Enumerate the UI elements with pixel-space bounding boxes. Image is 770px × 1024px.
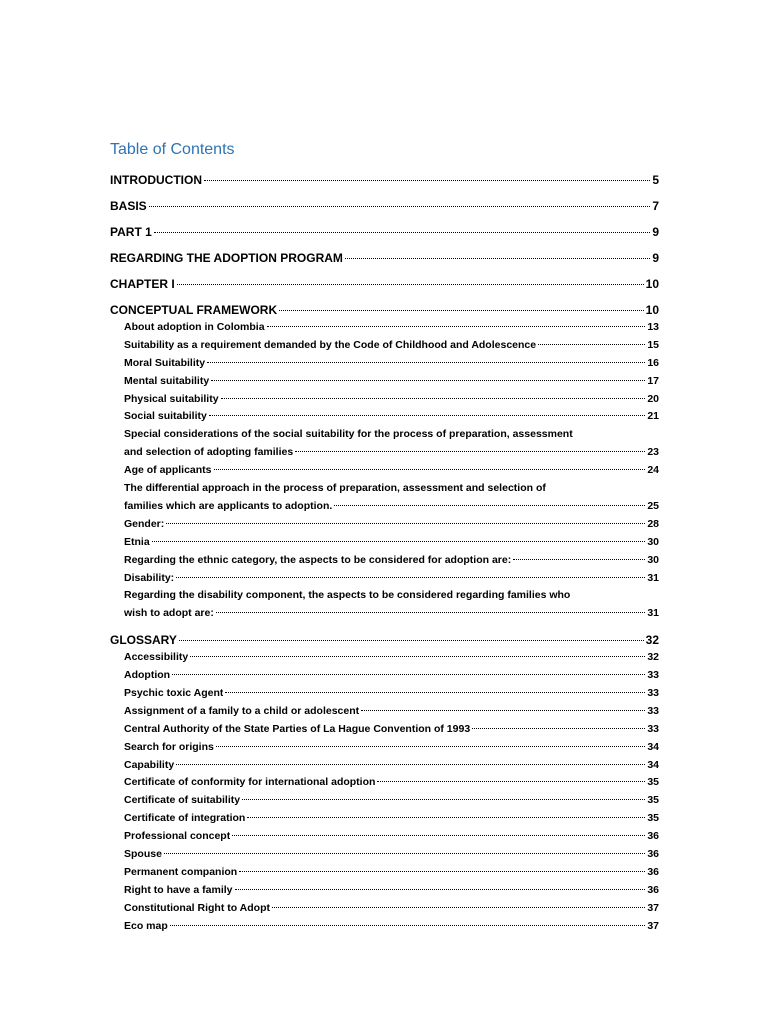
toc-leader <box>179 640 644 641</box>
toc-page-number: 31 <box>647 571 659 584</box>
toc-page-number: 33 <box>647 722 659 735</box>
toc-entry-label: Search for origins <box>124 740 214 753</box>
toc-leader <box>513 559 645 560</box>
toc-entry[interactable] <box>110 224 659 241</box>
toc-leader <box>272 907 645 908</box>
toc-leader <box>172 674 645 675</box>
toc-subentry[interactable] <box>110 703 659 721</box>
toc-entry-label: Regarding the disability component, the aspects to be considered regarding families who <box>124 589 571 602</box>
toc-leader <box>216 746 645 747</box>
toc-leader <box>295 451 645 452</box>
toc-leader <box>225 692 645 693</box>
toc-page-number: 36 <box>647 883 659 896</box>
toc-page-number: 33 <box>647 669 659 682</box>
toc-entry-label: Professional concept <box>124 830 231 843</box>
toc-leader <box>377 781 645 782</box>
toc-leader <box>334 505 645 506</box>
toc-entry-label: Psychic toxic Agent <box>124 687 224 700</box>
toc-leader <box>247 817 645 818</box>
toc-page-number: 10 <box>645 277 659 291</box>
toc-entry-label: GLOSSARY <box>110 633 177 648</box>
toc-entry-label: Physical suitability <box>124 392 219 405</box>
toc-page-number: 34 <box>647 758 659 771</box>
toc-leader <box>345 258 650 259</box>
toc-entry-label: Spouse <box>124 848 162 861</box>
toc-leader <box>216 612 645 613</box>
toc-page-number: 30 <box>647 535 659 548</box>
toc-subentry[interactable] <box>110 900 659 918</box>
toc-page-number: 17 <box>647 374 659 387</box>
toc-leader <box>209 415 645 416</box>
toc-subentry[interactable] <box>110 319 659 337</box>
toc-entry[interactable] <box>110 302 659 319</box>
toc-leader <box>221 398 646 399</box>
toc-leader <box>190 656 645 657</box>
toc-entry-label: PART 1 <box>110 225 152 239</box>
toc-leader <box>267 326 646 327</box>
toc-leader <box>279 310 644 311</box>
toc-leader <box>239 871 645 872</box>
toc-leader <box>154 232 651 233</box>
toc-entry-label: Accessibility <box>124 651 189 664</box>
toc-entry-label: REGARDING THE ADOPTION PROGRAM <box>110 251 343 265</box>
toc-leader <box>214 469 646 470</box>
toc-entry-label: Right to have a family <box>124 883 233 896</box>
toc-entry[interactable] <box>110 276 659 293</box>
toc-page-number: 28 <box>647 517 659 530</box>
toc-subentry[interactable] <box>110 570 659 588</box>
toc-page-number: 33 <box>647 704 659 717</box>
toc-leader <box>538 344 645 345</box>
toc-page-number: 37 <box>647 919 659 932</box>
toc-subentry[interactable] <box>110 846 659 864</box>
toc-entry-label: Eco map <box>124 919 168 932</box>
toc-subentry[interactable] <box>110 426 659 462</box>
toc-leader <box>204 180 650 181</box>
toc-subentry[interactable] <box>110 391 659 409</box>
toc-page-number: 32 <box>645 633 659 648</box>
toc-page-number: 35 <box>647 794 659 807</box>
toc-entry-label: Certificate of conformity for international adoption <box>124 776 376 789</box>
toc-leader <box>177 284 644 285</box>
toc-page-number: 36 <box>647 830 659 843</box>
toc-page-number: 9 <box>652 251 659 265</box>
toc-subentry[interactable] <box>110 918 659 936</box>
toc-leader <box>170 925 646 926</box>
toc-entry-label: CHAPTER I <box>110 277 175 291</box>
toc-page-number: 36 <box>647 848 659 861</box>
toc-leader <box>152 541 646 542</box>
toc-subentry[interactable] <box>110 792 659 810</box>
toc-entry-label: Etnia <box>124 535 150 548</box>
toc-entry-label-cont: wish to adopt are: <box>124 607 214 620</box>
toc-entry-label: Moral Suitability <box>124 356 206 369</box>
toc-leader <box>149 206 651 207</box>
toc-page-number: 36 <box>647 865 659 878</box>
toc-subentry[interactable] <box>110 408 659 426</box>
toc-subentry[interactable] <box>110 774 659 792</box>
toc-entry-label: Constitutional Right to Adopt <box>124 901 270 914</box>
toc-leader <box>472 728 645 729</box>
toc-entry-label: Age of applicants <box>124 464 212 477</box>
toc-page-number: 35 <box>647 776 659 789</box>
toc-subentry[interactable] <box>110 516 659 534</box>
toc-entry[interactable] <box>110 632 659 649</box>
toc-subentry[interactable] <box>110 373 659 391</box>
toc-subentry[interactable] <box>110 721 659 739</box>
toc-entry-label: Adoption <box>124 669 171 682</box>
toc-page-number: 35 <box>647 812 659 825</box>
toc-title: Table of Contents <box>110 141 235 158</box>
toc-page-number: 30 <box>647 553 659 566</box>
toc-subentry[interactable] <box>110 757 659 775</box>
toc-entry[interactable] <box>110 198 659 215</box>
toc-page-number: 9 <box>652 225 659 239</box>
toc-entry-label: Special considerations of the social suitability for the process of preparation, assessment <box>124 428 573 441</box>
toc-subentry[interactable] <box>110 864 659 882</box>
document-page <box>110 138 659 935</box>
toc-page-number: 23 <box>647 446 659 459</box>
toc-subentry[interactable] <box>110 587 659 623</box>
toc-page-number: 20 <box>647 392 659 405</box>
toc-subentry[interactable] <box>110 685 659 703</box>
toc-entry[interactable] <box>110 172 659 189</box>
toc-entry-label: Assignment of a family to a child or adolescent <box>124 704 360 717</box>
toc-entry-label: INTRODUCTION <box>110 173 202 187</box>
toc-page-number: 31 <box>647 607 659 620</box>
toc-leader <box>211 380 645 381</box>
toc-leader <box>176 577 645 578</box>
toc-entry-label: Suitability as a requirement demanded by the Code of Childhood and Adolescence <box>124 338 537 351</box>
toc-page-number: 10 <box>645 303 659 317</box>
toc-leader <box>176 764 645 765</box>
toc-leader <box>166 523 645 524</box>
toc-subentry[interactable] <box>110 480 659 516</box>
toc-subentry[interactable] <box>110 355 659 373</box>
toc-entry-label: Permanent companion <box>124 865 238 878</box>
toc-subentry[interactable] <box>110 552 659 570</box>
toc-leader <box>164 853 645 854</box>
toc-page-number: 7 <box>652 199 659 213</box>
toc-entry-label: Disability: <box>124 571 175 584</box>
toc-subentry[interactable] <box>110 649 659 667</box>
toc-page-number: 5 <box>652 173 659 187</box>
toc-page-number: 34 <box>647 740 659 753</box>
toc-entry-label-cont: and selection of adopting families <box>124 446 294 459</box>
toc-entry-label: Certificate of suitability <box>124 794 241 807</box>
toc-entry-label: BASIS <box>110 199 147 213</box>
toc-entry-label: Social suitability <box>124 410 207 423</box>
toc-subentry[interactable] <box>110 534 659 552</box>
toc-page-number: 24 <box>647 464 659 477</box>
toc-subentry[interactable] <box>110 882 659 900</box>
toc-page-number: 15 <box>647 338 659 351</box>
toc-leader <box>207 362 645 363</box>
toc-leader <box>232 835 645 836</box>
toc-subentry[interactable] <box>110 739 659 757</box>
toc-entry-label: CONCEPTUAL FRAMEWORK <box>110 303 278 317</box>
toc-page-number: 33 <box>647 687 659 700</box>
toc-subentry[interactable] <box>110 462 659 480</box>
toc-leader <box>361 710 645 711</box>
toc-entry-label-cont: families which are applicants to adoption. <box>124 499 333 512</box>
toc-entry[interactable] <box>110 250 659 267</box>
toc-entry-label: The differential approach in the process of preparation, assessment and selection of <box>124 482 546 495</box>
toc-page-number: 21 <box>647 410 659 423</box>
toc-subentry[interactable] <box>110 337 659 355</box>
toc-subentry[interactable] <box>110 828 659 846</box>
toc-page-number: 25 <box>647 499 659 512</box>
toc-subentry[interactable] <box>110 810 659 828</box>
toc-leader <box>242 799 645 800</box>
toc-page-number: 16 <box>647 356 659 369</box>
toc-page-number: 32 <box>647 651 659 664</box>
toc-entry-label: Capability <box>124 758 175 771</box>
toc-leader <box>235 889 646 890</box>
toc-page-number: 37 <box>647 901 659 914</box>
toc-entry-label: Regarding the ethnic category, the aspects to be considered for adoption are: <box>124 553 512 566</box>
toc-page-number: 13 <box>647 321 659 333</box>
toc-subentry[interactable] <box>110 667 659 685</box>
toc-entry-label: Gender: <box>124 517 165 530</box>
toc-entry-label: Mental suitability <box>124 374 210 387</box>
toc-entry-label: About adoption in Colombia <box>124 321 265 333</box>
toc-entry-label: Certificate of integration <box>124 812 246 825</box>
toc-entry-label: Central Authority of the State Parties of La Hague Convention of 1993 <box>124 722 471 735</box>
